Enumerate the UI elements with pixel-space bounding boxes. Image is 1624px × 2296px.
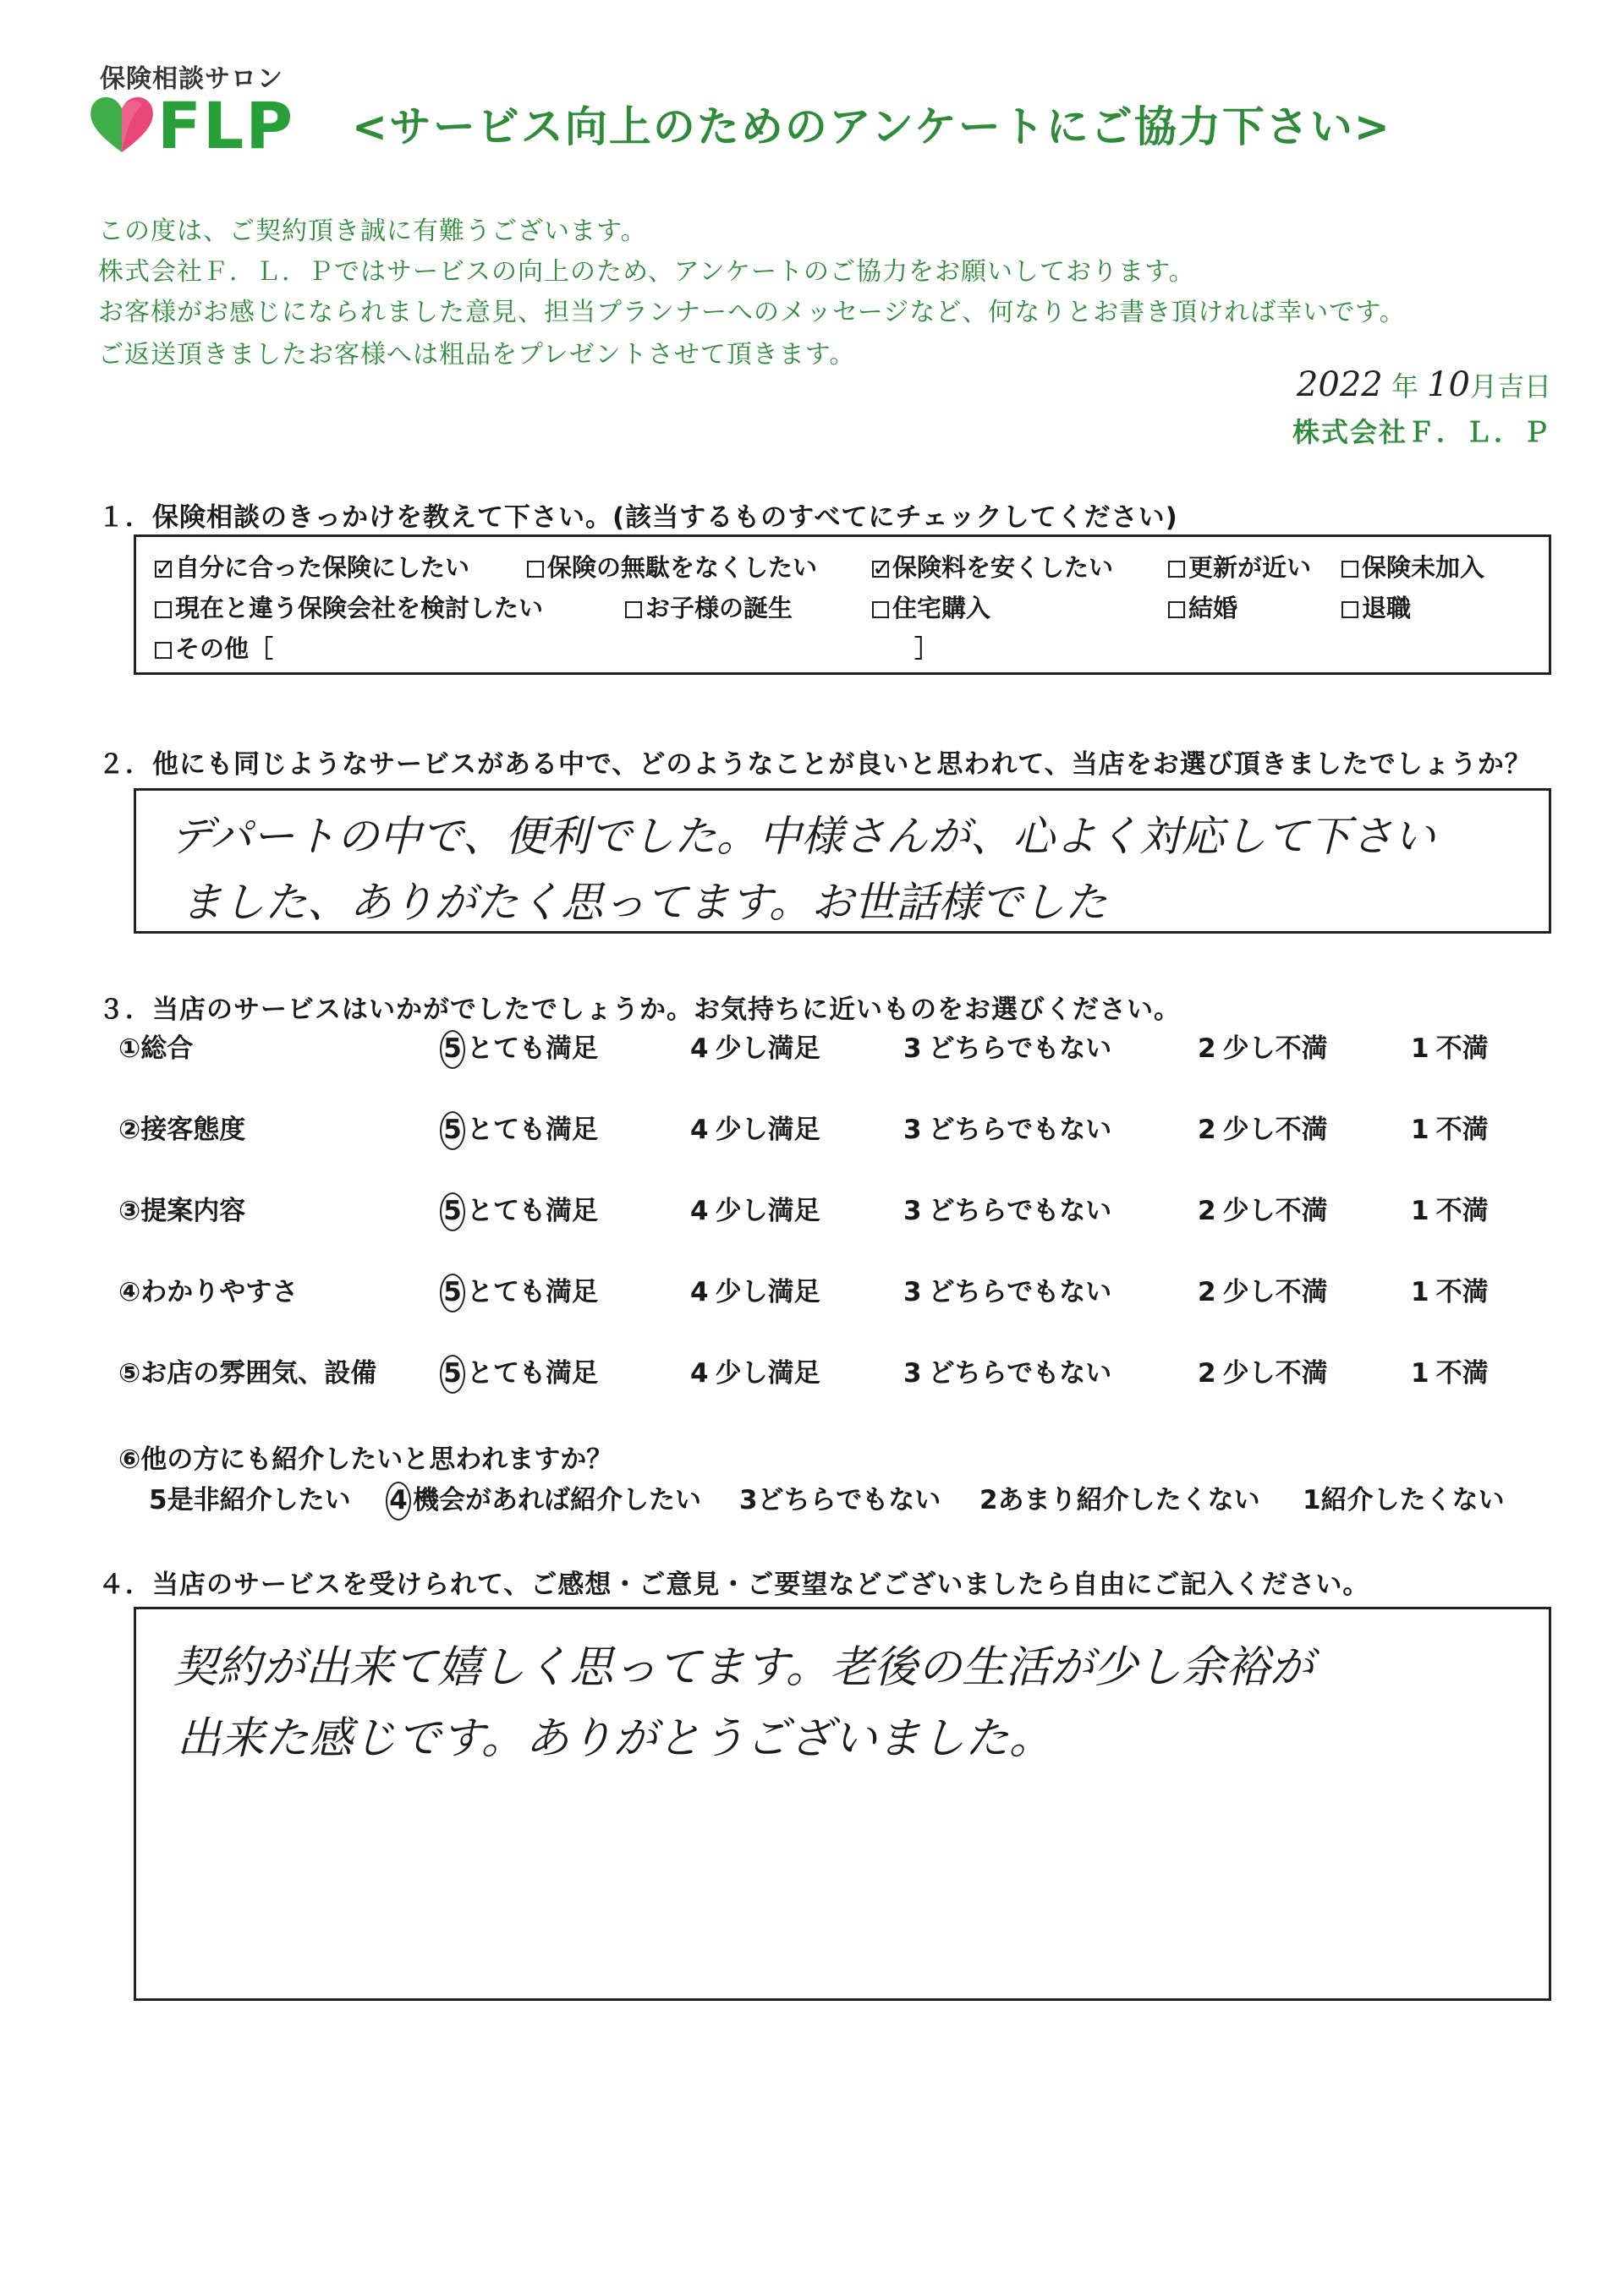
heart-logo-icon	[88, 91, 156, 156]
q3-heading: ３．当店のサービスはいかがでしたでしょうか。お気持ちに近いものをお選びください。	[98, 995, 1181, 1025]
rating-row-label: ②接客態度	[118, 1115, 246, 1145]
rating-option-4[interactable]: 4 少し満足	[690, 1196, 820, 1226]
selected-circle-mark: 5	[440, 1030, 465, 1069]
rating-option-3[interactable]: 3 どちらでもない	[903, 1277, 1112, 1307]
rating-option-5[interactable]: 5 とても満足	[440, 1189, 598, 1231]
rating-option-3[interactable]: 3 どちらでもない	[903, 1033, 1112, 1064]
rating-row-label: ⑤お店の雰囲気、設備	[118, 1358, 377, 1389]
rating-option-2[interactable]: 2 少し不満	[1198, 1033, 1328, 1064]
checkbox-icon[interactable]	[1168, 561, 1185, 578]
page-title: <サービス向上のためのアンケートにご協力下さい>	[352, 102, 1391, 151]
q1-option-other[interactable]: その他［	[155, 630, 273, 665]
referral-option-2[interactable]: 2あまり紹介したくない	[979, 1485, 1260, 1515]
rating-option-2[interactable]: 2 少し不満	[1198, 1277, 1328, 1307]
checkbox-icon[interactable]	[1341, 601, 1358, 618]
checkbox-icon[interactable]	[527, 561, 544, 578]
year-suffix: 年	[1391, 370, 1418, 403]
intro-line-3: お客様がお感じになられました意見、担当プランナーへのメッセージなど、何なりとお書き頂ければ幸いです。	[98, 298, 1406, 327]
referral-option-5[interactable]: 5是非紹介したい	[149, 1485, 351, 1515]
q1-option[interactable]: ✓ 保険料を安くしたい	[872, 549, 1113, 584]
rating-option-1[interactable]: 1 不満	[1411, 1277, 1489, 1307]
intro-line-1: この度は、ご契約頂き誠に有難うございます。	[98, 216, 647, 246]
month-suffix: 月吉日	[1469, 370, 1551, 403]
q1-option[interactable]: 保険未加入	[1341, 549, 1484, 584]
q2-answer-box[interactable]	[134, 788, 1551, 934]
company-name: 株式会社Ｆ．Ｌ．Ｐ	[1292, 416, 1551, 448]
q1-option[interactable]: 保険の無駄をなくしたい	[527, 549, 817, 584]
rating-option-4[interactable]: 4 少し満足	[690, 1115, 820, 1145]
checkbox-icon[interactable]	[155, 642, 172, 659]
selected-circle-mark: 4	[386, 1482, 411, 1521]
q4-answer-box[interactable]	[134, 1607, 1551, 2001]
rating-row-label: ④わかりやすさ	[118, 1277, 299, 1307]
referral-option-4[interactable]: 4 機会があれば紹介したい	[386, 1478, 701, 1521]
q1-heading: １．保険相談のきっかけを教えて下さい。(該当するものすべてにチェックしてください)	[98, 502, 1178, 533]
selected-circle-mark: 5	[440, 1192, 465, 1231]
brand-tagline: 保険相談サロン	[100, 64, 283, 94]
handwritten-year: 2022	[1296, 365, 1383, 404]
referral-option-3[interactable]: 3どちらでもない	[739, 1485, 941, 1515]
rating-option-1[interactable]: 1 不満	[1411, 1358, 1489, 1389]
q2-answer-line-2: ました、ありがたく思ってます。お世話様でした	[180, 878, 1107, 927]
selected-circle-mark: 5	[440, 1355, 465, 1394]
checkbox-icon[interactable]	[155, 561, 172, 578]
handwritten-month: 10	[1427, 365, 1470, 404]
q1-option[interactable]: お子様の誕生	[625, 589, 793, 624]
q1-option[interactable]: 更新が近い	[1168, 549, 1311, 584]
checkbox-icon[interactable]	[625, 601, 642, 618]
rating-option-3[interactable]: 3 どちらでもない	[903, 1196, 1112, 1226]
rating-option-5[interactable]: 5 とても満足	[440, 1270, 598, 1312]
other-close-bracket: ］	[914, 634, 940, 663]
rating-option-4[interactable]: 4 少し満足	[690, 1358, 820, 1389]
brand-logo-text: FLP	[157, 88, 295, 163]
q4-heading: ４．当店のサービスを受けられて、ご感想・ご意見・ご要望などございましたら自由にご記入ください。	[98, 1570, 1370, 1600]
rating-option-5[interactable]: 5 とても満足	[440, 1108, 598, 1150]
checkbox-icon[interactable]	[872, 561, 889, 578]
rating-option-4[interactable]: 4 少し満足	[690, 1277, 820, 1307]
rating-option-2[interactable]: 2 少し不満	[1198, 1115, 1328, 1145]
q1-option[interactable]: ✓自分に合った保険にしたい	[155, 549, 469, 584]
q1-option[interactable]: 結婚	[1168, 589, 1237, 624]
checkbox-icon[interactable]	[1168, 601, 1185, 618]
q4-answer-line-2: 出来た感じです。ありがとうございました。	[177, 1713, 1053, 1764]
rating-row-label: ①総合	[118, 1033, 194, 1064]
rating-option-3[interactable]: 3 どちらでもない	[903, 1358, 1112, 1389]
rating-option-2[interactable]: 2 少し不満	[1198, 1358, 1328, 1389]
intro-line-4: ご返送頂きましたお客様へは粗品をプレゼントさせて頂きます。	[98, 340, 856, 370]
checkbox-icon[interactable]	[155, 601, 172, 618]
rating-option-5[interactable]: 5 とても満足	[440, 1351, 598, 1394]
referral-option-1[interactable]: 1紹介したくない	[1303, 1485, 1505, 1515]
selected-circle-mark: 5	[440, 1111, 465, 1150]
q1-option[interactable]: 退職	[1341, 589, 1411, 624]
q1-options-box	[134, 534, 1551, 675]
intro-line-2: 株式会社Ｆ．Ｌ．Ｐではサービスの向上のため、アンケートのご協力をお願いしております。	[98, 257, 1195, 287]
rating-option-4[interactable]: 4 少し満足	[690, 1033, 820, 1064]
q4-answer-line-1: 契約が出来て嬉しく思ってます。老後の生活が少し余裕が	[173, 1642, 1314, 1693]
checkbox-icon[interactable]	[872, 601, 889, 618]
rating-option-1[interactable]: 1 不満	[1411, 1196, 1489, 1226]
rating-option-5[interactable]: 5 とても満足	[440, 1027, 598, 1069]
q1-option[interactable]: 住宅購入	[872, 589, 990, 624]
rating-option-1[interactable]: 1 不満	[1411, 1115, 1489, 1145]
rating-row-label: ③提案内容	[118, 1196, 246, 1226]
checkbox-icon[interactable]	[1341, 561, 1358, 578]
rating-option-3[interactable]: 3 どちらでもない	[903, 1115, 1112, 1145]
q2-answer-line-1: デパートの中で、便利でした。中様さんが、心よく対応して下さい	[170, 812, 1435, 861]
q2-heading: ２．他にも同じようなサービスがある中で、どのようなことが良いと思われて、当店をお選び頂きましたでしょうか？	[98, 749, 1532, 780]
q1-option[interactable]: 現在と違う保険会社を検討したい	[155, 589, 543, 624]
rating-option-2[interactable]: 2 少し不満	[1198, 1196, 1328, 1226]
referral-question: ⑥他の方にも紹介したいと思われますか？	[118, 1444, 613, 1475]
selected-circle-mark: 5	[440, 1274, 465, 1312]
rating-option-1[interactable]: 1 不満	[1411, 1033, 1489, 1064]
survey-date	[1297, 365, 1551, 404]
